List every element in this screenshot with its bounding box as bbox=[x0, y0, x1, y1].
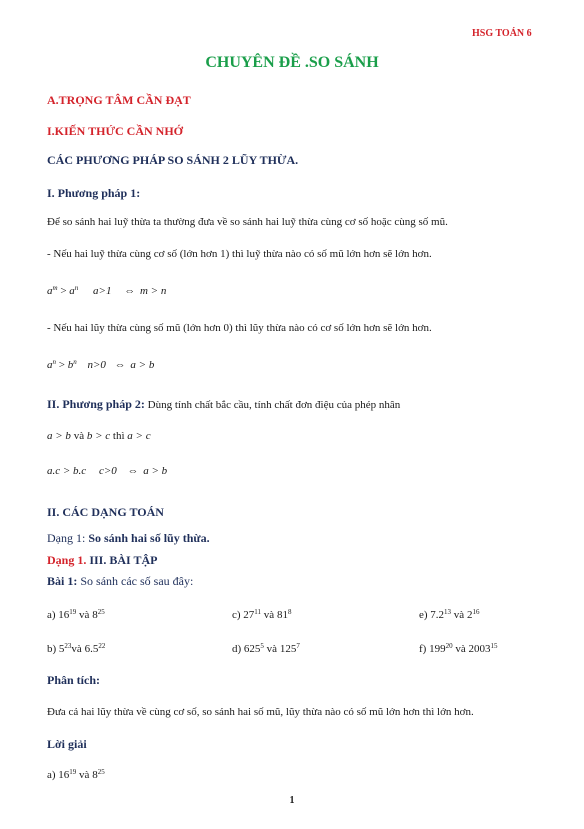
problem-base-2: 2 bbox=[466, 609, 473, 621]
problem-exp-2: 22 bbox=[98, 642, 106, 650]
dang1-prefix: Dạng 1: bbox=[47, 531, 89, 545]
problem-label: c) bbox=[232, 609, 244, 621]
problem-a bbox=[47, 609, 105, 621]
f4-result: a > b bbox=[143, 465, 168, 477]
problem-join: và bbox=[451, 609, 467, 621]
method2-heading: II. Phương pháp 2: bbox=[47, 397, 145, 411]
problem-join: và bbox=[263, 643, 280, 655]
problem-label: b) bbox=[47, 643, 59, 655]
problem-exp-1: 19 bbox=[69, 608, 77, 616]
problem-base-2: 125 bbox=[279, 643, 297, 655]
problem-base-2: 6.5 bbox=[84, 643, 99, 655]
methods-heading: CÁC PHƯƠNG PHÁP SO SÁNH 2 LŨY THỪA. bbox=[47, 153, 299, 167]
f1-condition: a>1 bbox=[93, 285, 112, 297]
exercise-heading: III. BÀI TẬP bbox=[86, 553, 158, 567]
rule2-text-start: - Nếu hai lũy thừa cùng số mũ (lớn hơn bbox=[47, 322, 224, 334]
bai1-line bbox=[47, 574, 193, 589]
f1-lhs-exp: m bbox=[52, 284, 58, 292]
dang1-exercise-heading bbox=[47, 553, 157, 568]
f1-result: m > n bbox=[139, 285, 167, 297]
header-tag: HSG TOÁN 6 bbox=[472, 28, 532, 39]
method1-rule1 bbox=[47, 248, 432, 260]
problem-e bbox=[419, 609, 479, 621]
solution-label: a) bbox=[47, 769, 59, 781]
dang1-line bbox=[47, 531, 210, 546]
section-i-heading: I.KIẾN THỨC CẦN NHỚ bbox=[47, 124, 184, 138]
problem-base-1: 625 bbox=[243, 643, 261, 655]
f1-rhs-base: a bbox=[69, 285, 75, 297]
section-a-heading: A.TRỌNG TÂM CẦN ĐẠT bbox=[47, 93, 191, 107]
solution-exp-2: 25 bbox=[97, 768, 105, 776]
problem-join: và bbox=[452, 643, 469, 655]
method1-intro: Để so sánh hai luỹ thừa ta thường đưa về so sánh hai luỹ thừa cùng cơ số hoặc cùng số mũ. bbox=[47, 216, 448, 228]
f2-rhs-base: b bbox=[67, 359, 74, 371]
f3-then: thì bbox=[110, 430, 128, 442]
problem-base-1: 7.2 bbox=[430, 609, 445, 621]
problem-base-2: 8 bbox=[92, 609, 98, 621]
formula-transitive bbox=[47, 430, 151, 442]
f3-b: b > c bbox=[86, 430, 111, 442]
analysis-text: Đưa cả hai lũy thừa về cùng cơ số, so sánh hai số mũ, lũy thừa nào có số mũ lớn hơn thì lớn hơn. bbox=[47, 706, 474, 718]
method2-line bbox=[47, 397, 400, 412]
analysis-heading: Phân tích: bbox=[47, 673, 101, 687]
f3-c: a > c bbox=[127, 430, 151, 442]
dang1-title: So sánh hai số lũy thừa. bbox=[88, 531, 210, 545]
method1-rule2 bbox=[47, 322, 432, 334]
problem-base-2: 81 bbox=[276, 609, 288, 621]
problem-label: e) bbox=[419, 609, 431, 621]
problem-c bbox=[232, 609, 291, 621]
problem-exp-2: 7 bbox=[296, 642, 300, 650]
problem-label: a) bbox=[47, 609, 59, 621]
f3-a: a > b bbox=[47, 430, 71, 442]
problem-b bbox=[47, 643, 105, 655]
page-title: CHUYÊN ĐỀ .SO SÁNH bbox=[205, 54, 379, 71]
formula-same-exponent bbox=[47, 359, 154, 371]
problem-label: d) bbox=[232, 643, 244, 655]
problem-exp-1: 5 bbox=[260, 642, 264, 650]
problem-base-1: 27 bbox=[243, 609, 255, 621]
f2-rhs-exp: n bbox=[73, 358, 77, 366]
rule1-text-start: - Nếu hai luỹ thừa cùng cơ số (lớn hơn bbox=[47, 248, 221, 260]
f4-condition: c>0 bbox=[98, 465, 117, 477]
rule1-text-end: ) thì luỹ thừa nào có số mũ lớn hơn sẽ lớn hơn. bbox=[225, 248, 432, 260]
problem-join: và bbox=[76, 609, 93, 621]
f1-lhs-base: a bbox=[47, 285, 53, 297]
f2-result: a > b bbox=[130, 359, 155, 371]
f2-lhs-exp: n bbox=[52, 358, 56, 366]
problem-f bbox=[419, 643, 497, 655]
problem-exp-1: 11 bbox=[254, 608, 262, 616]
bai1-label: Bài 1: bbox=[47, 574, 78, 588]
problem-exp-1: 13 bbox=[444, 608, 452, 616]
problem-base-1: 16 bbox=[58, 609, 70, 621]
f3-and: và bbox=[70, 430, 87, 442]
formula-same-base bbox=[47, 285, 166, 297]
solution-exp-1: 19 bbox=[69, 768, 77, 776]
f1-rel: > bbox=[57, 285, 70, 297]
problem-label: f) bbox=[419, 643, 430, 655]
problem-base-1: 5 bbox=[58, 643, 65, 655]
problem-base-2: 2003 bbox=[468, 643, 491, 655]
f2-arrow: ⇔ bbox=[114, 359, 126, 371]
f2-lhs-base: a bbox=[47, 359, 53, 371]
problem-d bbox=[232, 643, 300, 655]
f2-rel: > bbox=[56, 359, 68, 371]
solution-a bbox=[47, 769, 105, 781]
problem-base-1: 199 bbox=[429, 643, 446, 655]
problem-join: và bbox=[71, 643, 85, 655]
dang1-label: Dạng 1. bbox=[47, 553, 87, 567]
page-number: 1 bbox=[289, 795, 295, 806]
rule2-number: 0 bbox=[223, 322, 229, 334]
section-ii-heading: II. CÁC DẠNG TOÁN bbox=[47, 505, 164, 519]
solution-base-2: 8 bbox=[92, 769, 98, 781]
solution-heading: Lời giải bbox=[47, 737, 87, 751]
problem-exp-2: 16 bbox=[472, 608, 480, 616]
solution-join: và bbox=[76, 769, 93, 781]
problem-join: và bbox=[261, 609, 277, 621]
f4-arrow: ⇔ bbox=[127, 465, 139, 477]
rule1-number: 1 bbox=[220, 248, 226, 260]
bai1-text: So sánh các số sau đây: bbox=[77, 574, 194, 588]
problem-exp-2: 8 bbox=[287, 608, 292, 616]
f2-condition: n>0 bbox=[87, 359, 106, 371]
problem-exp-1: 23 bbox=[64, 642, 72, 650]
problem-exp-2: 15 bbox=[490, 642, 498, 650]
problem-exp-2: 25 bbox=[97, 608, 105, 616]
rule2-text-end: ) thì lũy thừa nào có cơ số lớn hơn sẽ lớn hơn. bbox=[228, 322, 432, 334]
formula-monotonic bbox=[47, 465, 167, 477]
method1-heading: I. Phương pháp 1: bbox=[47, 186, 141, 200]
method2-text: Dùng tính chất bắc cầu, tính chất đơn điệu của phép nhân bbox=[144, 399, 401, 411]
f1-arrow: ⇔ bbox=[124, 285, 136, 297]
problem-exp-1: 20 bbox=[445, 642, 453, 650]
f4-lhs: a.c > b.c bbox=[47, 465, 87, 477]
solution-base-1: 16 bbox=[58, 769, 70, 781]
f1-rhs-exp: n bbox=[74, 284, 79, 292]
